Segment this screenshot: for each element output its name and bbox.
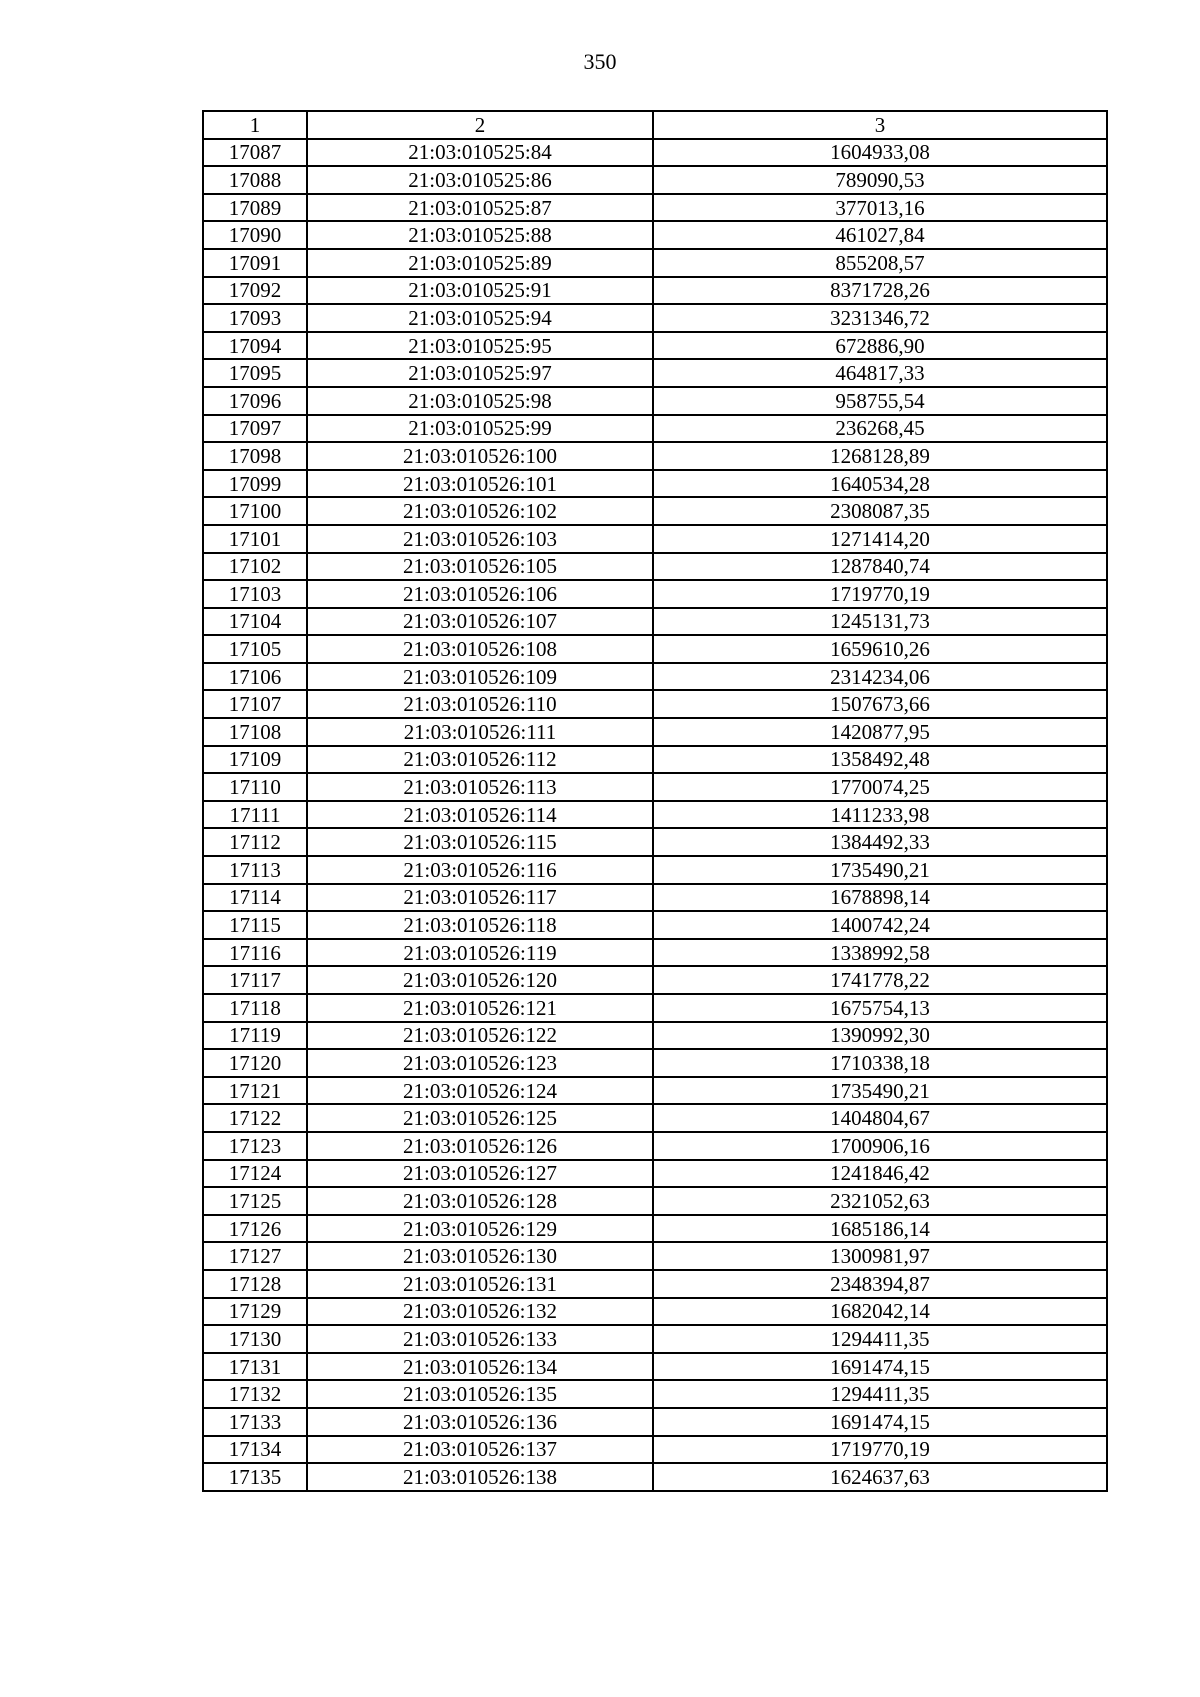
cadastral-value-cell: 1640534,28: [653, 470, 1107, 498]
cadastral-value-cell: 1300981,97: [653, 1242, 1107, 1270]
table-row: [203, 1353, 1107, 1381]
table-row: [203, 1436, 1107, 1464]
row-number-cell: 17132: [203, 1380, 307, 1408]
cadastral-number-cell: 21:03:010526:118: [307, 911, 653, 939]
row-number-cell: 17091: [203, 249, 307, 277]
table-row: [203, 497, 1107, 525]
table-row: [203, 221, 1107, 249]
row-number-cell: 17125: [203, 1187, 307, 1215]
table-row: [203, 415, 1107, 443]
table-row: [203, 277, 1107, 305]
cadastral-value-cell: 1659610,26: [653, 635, 1107, 663]
cadastral-number-cell: 21:03:010526:112: [307, 746, 653, 774]
cadastral-number-cell: 21:03:010525:94: [307, 304, 653, 332]
table-row: [203, 359, 1107, 387]
cadastral-number-cell: 21:03:010526:116: [307, 856, 653, 884]
table-row: [203, 690, 1107, 718]
table-row: [203, 553, 1107, 581]
cadastral-value-cell: 2308087,35: [653, 497, 1107, 525]
cadastral-number-cell: 21:03:010526:122: [307, 1022, 653, 1050]
cadastral-number-cell: 21:03:010526:111: [307, 718, 653, 746]
row-number-cell: 17116: [203, 939, 307, 967]
table-row: [203, 1408, 1107, 1436]
row-number-cell: 17102: [203, 553, 307, 581]
row-number-cell: 17121: [203, 1077, 307, 1105]
table-row: [203, 939, 1107, 967]
cadastral-value-cell: 1294411,35: [653, 1325, 1107, 1353]
cadastral-value-cell: 1384492,33: [653, 828, 1107, 856]
cadastral-number-cell: 21:03:010526:102: [307, 497, 653, 525]
cadastral-value-cell: 1604933,08: [653, 139, 1107, 167]
row-number-cell: 17115: [203, 911, 307, 939]
cadastral-number-cell: 21:03:010526:133: [307, 1325, 653, 1353]
cadastral-value-cell: 1404804,67: [653, 1104, 1107, 1132]
cadastral-value-cell: 1735490,21: [653, 1077, 1107, 1105]
table-row: [203, 1077, 1107, 1105]
table-row: [203, 884, 1107, 912]
cadastral-number-cell: 21:03:010525:88: [307, 221, 653, 249]
row-number-cell: 17127: [203, 1242, 307, 1270]
table-row: [203, 1463, 1107, 1491]
cadastral-value-cell: 1741778,22: [653, 966, 1107, 994]
cadastral-number-cell: 21:03:010526:103: [307, 525, 653, 553]
cadastral-number-cell: 21:03:010526:119: [307, 939, 653, 967]
table-row: [203, 525, 1107, 553]
cadastral-value-cell: 236268,45: [653, 415, 1107, 443]
row-number-cell: 17094: [203, 332, 307, 360]
table-row: [203, 1104, 1107, 1132]
row-number-cell: 17097: [203, 415, 307, 443]
cadastral-number-cell: 21:03:010526:130: [307, 1242, 653, 1270]
row-number-cell: 17134: [203, 1436, 307, 1464]
cadastral-number-cell: 21:03:010526:109: [307, 663, 653, 691]
row-number-cell: 17124: [203, 1160, 307, 1188]
cadastral-value-cell: 1411233,98: [653, 801, 1107, 829]
cadastral-number-cell: 21:03:010526:126: [307, 1132, 653, 1160]
cadastral-value-cell: 958755,54: [653, 387, 1107, 415]
row-number-cell: 17096: [203, 387, 307, 415]
row-number-cell: 17128: [203, 1270, 307, 1298]
cadastral-number-cell: 21:03:010526:106: [307, 580, 653, 608]
row-number-cell: 17103: [203, 580, 307, 608]
table-row: [203, 387, 1107, 415]
table-row: [203, 1270, 1107, 1298]
row-number-cell: 17100: [203, 497, 307, 525]
cadastral-number-cell: 21:03:010525:98: [307, 387, 653, 415]
row-number-cell: 17098: [203, 442, 307, 470]
cadastral-number-cell: 21:03:010525:99: [307, 415, 653, 443]
cadastral-value-cell: 1271414,20: [653, 525, 1107, 553]
cadastral-number-cell: 21:03:010526:125: [307, 1104, 653, 1132]
table-row: [203, 1215, 1107, 1243]
row-number-cell: 17107: [203, 690, 307, 718]
cadastral-number-cell: 21:03:010525:91: [307, 277, 653, 305]
cadastral-number-cell: 21:03:010526:117: [307, 884, 653, 912]
table-row: [203, 635, 1107, 663]
cadastral-value-cell: 1287840,74: [653, 553, 1107, 581]
row-number-cell: 17110: [203, 773, 307, 801]
cadastral-value-cell: 1241846,42: [653, 1160, 1107, 1188]
table-row: [203, 1242, 1107, 1270]
table-row: [203, 139, 1107, 167]
row-number-cell: 17106: [203, 663, 307, 691]
column-header-2: 2: [307, 111, 653, 139]
table-row: [203, 580, 1107, 608]
table-row: [203, 773, 1107, 801]
cadastral-value-cell: 8371728,26: [653, 277, 1107, 305]
cadastral-value-cell: 1624637,63: [653, 1463, 1107, 1491]
table-row: [203, 1298, 1107, 1326]
row-number-cell: 17133: [203, 1408, 307, 1436]
cadastral-value-cell: 1268128,89: [653, 442, 1107, 470]
table-row: [203, 1325, 1107, 1353]
cadastral-number-cell: 21:03:010526:115: [307, 828, 653, 856]
cadastral-value-cell: 1691474,15: [653, 1408, 1107, 1436]
cadastral-number-cell: 21:03:010526:108: [307, 635, 653, 663]
table-row: [203, 608, 1107, 636]
cadastral-number-cell: 21:03:010525:97: [307, 359, 653, 387]
table-row: [203, 828, 1107, 856]
row-number-cell: 17117: [203, 966, 307, 994]
cadastral-value-cell: 1735490,21: [653, 856, 1107, 884]
cadastral-value-cell: 1682042,14: [653, 1298, 1107, 1326]
cadastral-value-cell: 789090,53: [653, 166, 1107, 194]
table-row: [203, 663, 1107, 691]
row-number-cell: 17119: [203, 1022, 307, 1050]
cadastral-number-cell: 21:03:010526:107: [307, 608, 653, 636]
cadastral-value-cell: 1358492,48: [653, 746, 1107, 774]
table-row: [203, 304, 1107, 332]
row-number-cell: 17122: [203, 1104, 307, 1132]
row-number-cell: 17092: [203, 277, 307, 305]
cadastral-value-cell: 1678898,14: [653, 884, 1107, 912]
row-number-cell: 17087: [203, 139, 307, 167]
table-row: [203, 1380, 1107, 1408]
cadastral-number-cell: 21:03:010526:131: [307, 1270, 653, 1298]
table-row: [203, 801, 1107, 829]
table-row: [203, 194, 1107, 222]
cadastral-value-cell: 1390992,30: [653, 1022, 1107, 1050]
row-number-cell: 17129: [203, 1298, 307, 1326]
row-number-cell: 17130: [203, 1325, 307, 1353]
table-row: [203, 332, 1107, 360]
table-row: [203, 718, 1107, 746]
table-row: [203, 1049, 1107, 1077]
cadastral-value-cell: 2314234,06: [653, 663, 1107, 691]
cadastral-value-cell: 1675754,13: [653, 994, 1107, 1022]
cadastral-number-cell: 21:03:010526:138: [307, 1463, 653, 1491]
row-number-cell: 17088: [203, 166, 307, 194]
row-number-cell: 17095: [203, 359, 307, 387]
cadastral-number-cell: 21:03:010526:113: [307, 773, 653, 801]
cadastral-value-table: [202, 110, 1108, 1492]
row-number-cell: 17108: [203, 718, 307, 746]
table-row: [203, 1132, 1107, 1160]
cadastral-value-cell: 672886,90: [653, 332, 1107, 360]
table-row: [203, 442, 1107, 470]
table-row: [203, 966, 1107, 994]
cadastral-value-cell: 1691474,15: [653, 1353, 1107, 1381]
row-number-cell: 17111: [203, 801, 307, 829]
cadastral-number-cell: 21:03:010526:114: [307, 801, 653, 829]
cadastral-number-cell: 21:03:010526:128: [307, 1187, 653, 1215]
cadastral-value-cell: 1700906,16: [653, 1132, 1107, 1160]
table-row: [203, 1022, 1107, 1050]
table-header: [203, 111, 1107, 139]
cadastral-number-cell: 21:03:010526:134: [307, 1353, 653, 1381]
row-number-cell: 17104: [203, 608, 307, 636]
table-row: [203, 249, 1107, 277]
cadastral-number-cell: 21:03:010525:95: [307, 332, 653, 360]
cadastral-number-cell: 21:03:010526:132: [307, 1298, 653, 1326]
table-row: [203, 470, 1107, 498]
table-row: [203, 911, 1107, 939]
row-number-cell: 17123: [203, 1132, 307, 1160]
cadastral-number-cell: 21:03:010526:110: [307, 690, 653, 718]
cadastral-value-cell: 1719770,19: [653, 1436, 1107, 1464]
cadastral-value-cell: 1245131,73: [653, 608, 1107, 636]
cadastral-number-cell: 21:03:010526:135: [307, 1380, 653, 1408]
cadastral-number-cell: 21:03:010526:137: [307, 1436, 653, 1464]
column-header-3: 3: [653, 111, 1107, 139]
row-number-cell: 17120: [203, 1049, 307, 1077]
cadastral-value-cell: 1719770,19: [653, 580, 1107, 608]
table-row: [203, 856, 1107, 884]
cadastral-value-cell: 1770074,25: [653, 773, 1107, 801]
row-number-cell: 17135: [203, 1463, 307, 1491]
cadastral-number-cell: 21:03:010526:123: [307, 1049, 653, 1077]
cadastral-number-cell: 21:03:010526:101: [307, 470, 653, 498]
row-number-cell: 17105: [203, 635, 307, 663]
table-row: [203, 166, 1107, 194]
cadastral-value-cell: 377013,16: [653, 194, 1107, 222]
cadastral-value-cell: 855208,57: [653, 249, 1107, 277]
cadastral-number-cell: 21:03:010526:121: [307, 994, 653, 1022]
row-number-cell: 17090: [203, 221, 307, 249]
cadastral-number-cell: 21:03:010526:100: [307, 442, 653, 470]
cadastral-value-cell: 1294411,35: [653, 1380, 1107, 1408]
row-number-cell: 17099: [203, 470, 307, 498]
cadastral-value-cell: 1685186,14: [653, 1215, 1107, 1243]
row-number-cell: 17113: [203, 856, 307, 884]
cadastral-value-cell: 2321052,63: [653, 1187, 1107, 1215]
table-row: [203, 1187, 1107, 1215]
cadastral-number-cell: 21:03:010526:120: [307, 966, 653, 994]
cadastral-value-cell: 1420877,95: [653, 718, 1107, 746]
table-body: [203, 139, 1107, 1491]
cadastral-number-cell: 21:03:010526:127: [307, 1160, 653, 1188]
cadastral-value-cell: 1507673,66: [653, 690, 1107, 718]
header-row: [203, 111, 1107, 139]
row-number-cell: 17112: [203, 828, 307, 856]
cadastral-value-cell: 1400742,24: [653, 911, 1107, 939]
table-row: [203, 1160, 1107, 1188]
row-number-cell: 17109: [203, 746, 307, 774]
row-number-cell: 17089: [203, 194, 307, 222]
cadastral-value-cell: 2348394,87: [653, 1270, 1107, 1298]
row-number-cell: 17126: [203, 1215, 307, 1243]
cadastral-number-cell: 21:03:010526:124: [307, 1077, 653, 1105]
cadastral-value-cell: 461027,84: [653, 221, 1107, 249]
row-number-cell: 17131: [203, 1353, 307, 1381]
page-number: 350: [583, 49, 617, 74]
cadastral-number-cell: 21:03:010526:136: [307, 1408, 653, 1436]
cadastral-number-cell: 21:03:010525:84: [307, 139, 653, 167]
table-row: [203, 994, 1107, 1022]
cadastral-number-cell: 21:03:010525:87: [307, 194, 653, 222]
cadastral-number-cell: 21:03:010525:89: [307, 249, 653, 277]
cadastral-value-cell: 464817,33: [653, 359, 1107, 387]
row-number-cell: 17093: [203, 304, 307, 332]
column-header-1: 1: [203, 111, 307, 139]
row-number-cell: 17114: [203, 884, 307, 912]
cadastral-value-cell: 1710338,18: [653, 1049, 1107, 1077]
row-number-cell: 17118: [203, 994, 307, 1022]
row-number-cell: 17101: [203, 525, 307, 553]
table-row: [203, 746, 1107, 774]
cadastral-value-cell: 1338992,58: [653, 939, 1107, 967]
cadastral-number-cell: 21:03:010526:105: [307, 553, 653, 581]
cadastral-value-cell: 3231346,72: [653, 304, 1107, 332]
cadastral-number-cell: 21:03:010526:129: [307, 1215, 653, 1243]
cadastral-number-cell: 21:03:010525:86: [307, 166, 653, 194]
